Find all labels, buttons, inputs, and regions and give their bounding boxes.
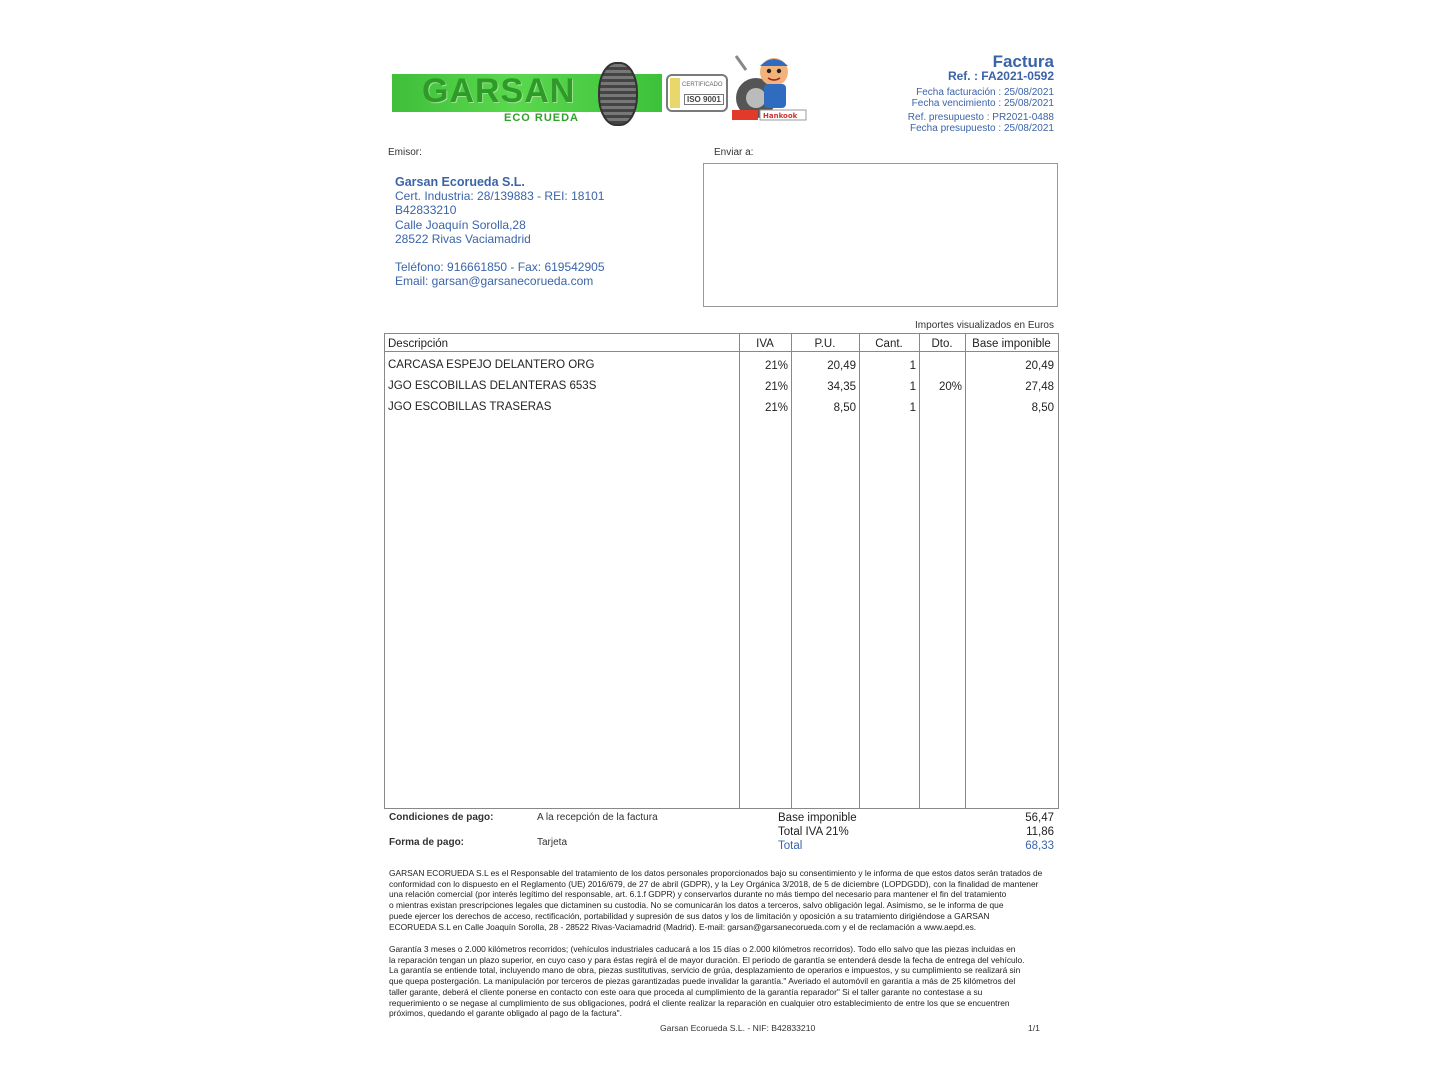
row-3-base: 8,50 bbox=[1031, 402, 1054, 414]
iso-9001-text: ISO 9001 bbox=[684, 94, 724, 105]
emisor-block bbox=[395, 175, 605, 288]
warranty-line: que quepa postergación. La manipulación por terceros de piezas garantizadas puede invalidar la garantía." Averiado el automóvil en garantía a más de 25 kilómetros del bbox=[389, 976, 1016, 987]
privacy-line: ECORUEDA S.L en Calle Joaquín Sorolla, 28 - 28522 Rivas-Vaciamadrid (Madrid). E-mail: garsan@garsanecorueda.com y el de reclamación a www.aepd.es. bbox=[389, 921, 977, 932]
col-header-dto: Dto. bbox=[931, 338, 953, 350]
row-1-iva: 21% bbox=[764, 360, 788, 372]
emisor-phone: Teléfono: 916661850 - Fax: 619542905 bbox=[395, 260, 605, 275]
brand-tagline: ECO RUEDA bbox=[504, 112, 580, 124]
fecha-vencimiento: Fecha vencimiento : 25/08/2021 bbox=[911, 98, 1054, 109]
row-3-iva: 21% bbox=[764, 402, 788, 414]
emisor-name: Garsan Ecorueda S.L. bbox=[395, 175, 525, 189]
emisor-label: Emisor: bbox=[388, 147, 422, 158]
items-table bbox=[384, 333, 1059, 809]
iso-certificate-badge bbox=[666, 74, 728, 112]
row-3-description: JGO ESCOBILLAS TRASERAS bbox=[388, 401, 552, 413]
fecha-presupuesto: Fecha presupuesto : 25/08/2021 bbox=[910, 123, 1054, 134]
emisor-cert: Cert. Industria: 28/139883 - REI: 18101 bbox=[395, 189, 605, 204]
payment-conditions-value: A la recepción de la factura bbox=[537, 812, 658, 823]
brand-logo-text: GARSAN bbox=[422, 72, 576, 110]
total-iva-label: Total IVA 21% bbox=[778, 826, 849, 838]
row-3-cant: 1 bbox=[909, 402, 916, 414]
warranty-line: Garantía 3 meses o 2.000 kilómetros recorridos; (vehículos industriales caducará a los 15 días o 2.000 kilómetros recorridos). Todo ello salvo que las piezas incluidas en bbox=[389, 944, 1016, 954]
payment-method-value: Tarjeta bbox=[537, 837, 568, 848]
svg-text:Hankook: Hankook bbox=[763, 112, 798, 120]
footer-company: Garsan Ecorueda S.L. - NIF: B42833210 bbox=[660, 1023, 816, 1033]
col-header-iva: IVA bbox=[756, 338, 774, 350]
row-2-iva: 21% bbox=[764, 381, 788, 393]
total-label: Total bbox=[778, 840, 803, 852]
row-1-cant: 1 bbox=[909, 360, 916, 372]
row-2-dto: 20% bbox=[938, 381, 962, 393]
emisor-email: Email: garsan@garsanecorueda.com bbox=[395, 274, 594, 289]
base-imponible-label: Base imponible bbox=[778, 812, 857, 824]
privacy-line: puede ejercer los derechos de acceso, rectificación, portabilidad y supresión de sus datos y los de limitación y oposición a su tratamiento dirigiéndose a GARSAN bbox=[389, 910, 990, 921]
privacy-line: conformidad con lo dispuesto en el Reglamento (UE) 2016/679, de 27 de abril (GDPR), y la Ley Orgánica 3/2018, de 5 de diciembre (LOPDGDD), con la finalidad de mantener bbox=[389, 878, 1039, 889]
row-2-cant: 1 bbox=[909, 381, 916, 393]
row-1-base: 20,49 bbox=[1025, 360, 1054, 372]
currency-note: Importes visualizados en Euros bbox=[915, 320, 1054, 331]
col-header-base: Base imponible bbox=[972, 338, 1051, 350]
payment-conditions-label: Condiciones de pago: bbox=[389, 812, 494, 823]
warranty-line: próximos, quedando el garante obligado al pago de la factura". bbox=[389, 1008, 622, 1019]
warranty-line: la reparación tengan un plazo superior, en cuyo caso y para éstas regirá el de mayor duración. El periodo de garantía se entenderá desde la fecha de entrega del vehículo. bbox=[389, 954, 1025, 965]
emisor-nif: B42833210 bbox=[395, 203, 457, 218]
warranty-line: requerimiento o se negase al cumplimiento de sus obligaciones, podrá el cliente realizar la reparación en cualquier otro establecimiento de entre los que se encuentren bbox=[389, 997, 1010, 1008]
enviar-label: Enviar a: bbox=[714, 147, 754, 158]
total-iva-value: 11,86 bbox=[1026, 826, 1054, 838]
page-number: 1/1 bbox=[1028, 1023, 1040, 1033]
col-header-cant: Cant. bbox=[875, 338, 903, 350]
warranty-line: taller garante, deberá el cliente ponerse en contacto con este oara que proceda al cumplimiento de la garantía reparador" Si el taller garante no contestase a su bbox=[389, 986, 983, 997]
row-2-pu: 34,35 bbox=[827, 381, 856, 393]
row-2-base: 27,48 bbox=[1025, 381, 1054, 393]
invoice-ref: Ref. : FA2021-0592 bbox=[947, 69, 1054, 83]
privacy-notice bbox=[389, 868, 1073, 932]
warranty-line: La garantía se entiende total, incluyendo mano de obra, piezas sustitutivas, servicio de grúa, desplazamiento de operarios e impuestos, y su cumplimiento se realizará sin bbox=[389, 965, 1021, 976]
invoice-title: Factura bbox=[992, 52, 1054, 71]
mechanic-mascot-icon bbox=[728, 52, 810, 124]
emisor-city: 28522 Rivas Vaciamadrid bbox=[395, 231, 531, 246]
payment-method-label: Forma de pago: bbox=[389, 837, 465, 848]
privacy-line: una relación comercial (por interés legítimo del responsable, art. 6.1.f GDPR) y conservarlos durante no más tiempo del necesario para mantener el fin del tratamiento bbox=[389, 889, 1007, 900]
recipient-box bbox=[703, 163, 1058, 307]
ref-presupuesto: Ref. presupuesto : PR2021-0488 bbox=[907, 112, 1054, 123]
col-header-pu: P.U. bbox=[814, 338, 836, 350]
row-1-pu: 20,49 bbox=[827, 360, 856, 372]
iso-certificado-text: CERTIFICADO bbox=[682, 82, 723, 88]
fecha-facturacion: Fecha facturación : 25/08/2021 bbox=[916, 87, 1054, 98]
warranty-notice bbox=[389, 944, 1073, 1019]
row-3-pu: 8,50 bbox=[833, 402, 856, 414]
total-value: 68,33 bbox=[1025, 840, 1054, 852]
row-2-description: JGO ESCOBILLAS DELANTERAS 653S bbox=[388, 380, 597, 392]
privacy-line: o mientras existan prescripciones legales que dictaminen su custodia. No se comunicarán los datos a terceros, salvo obligación legal. Asimismo, se le informa de que bbox=[389, 900, 1004, 911]
privacy-line: GARSAN ECORUEDA S.L es el Responsable del tratamiento de los datos personales proporcionados bajo su consentimiento y le informa de que estos datos serán tratados de bbox=[389, 868, 1043, 878]
base-imponible-value: 56,47 bbox=[1025, 812, 1054, 824]
emisor-street: Calle Joaquín Sorolla,28 bbox=[395, 217, 526, 232]
col-header-descripcion: Descripción bbox=[388, 338, 449, 350]
tyre-icon bbox=[598, 62, 638, 126]
row-1-description: CARCASA ESPEJO DELANTERO ORG bbox=[388, 359, 595, 371]
